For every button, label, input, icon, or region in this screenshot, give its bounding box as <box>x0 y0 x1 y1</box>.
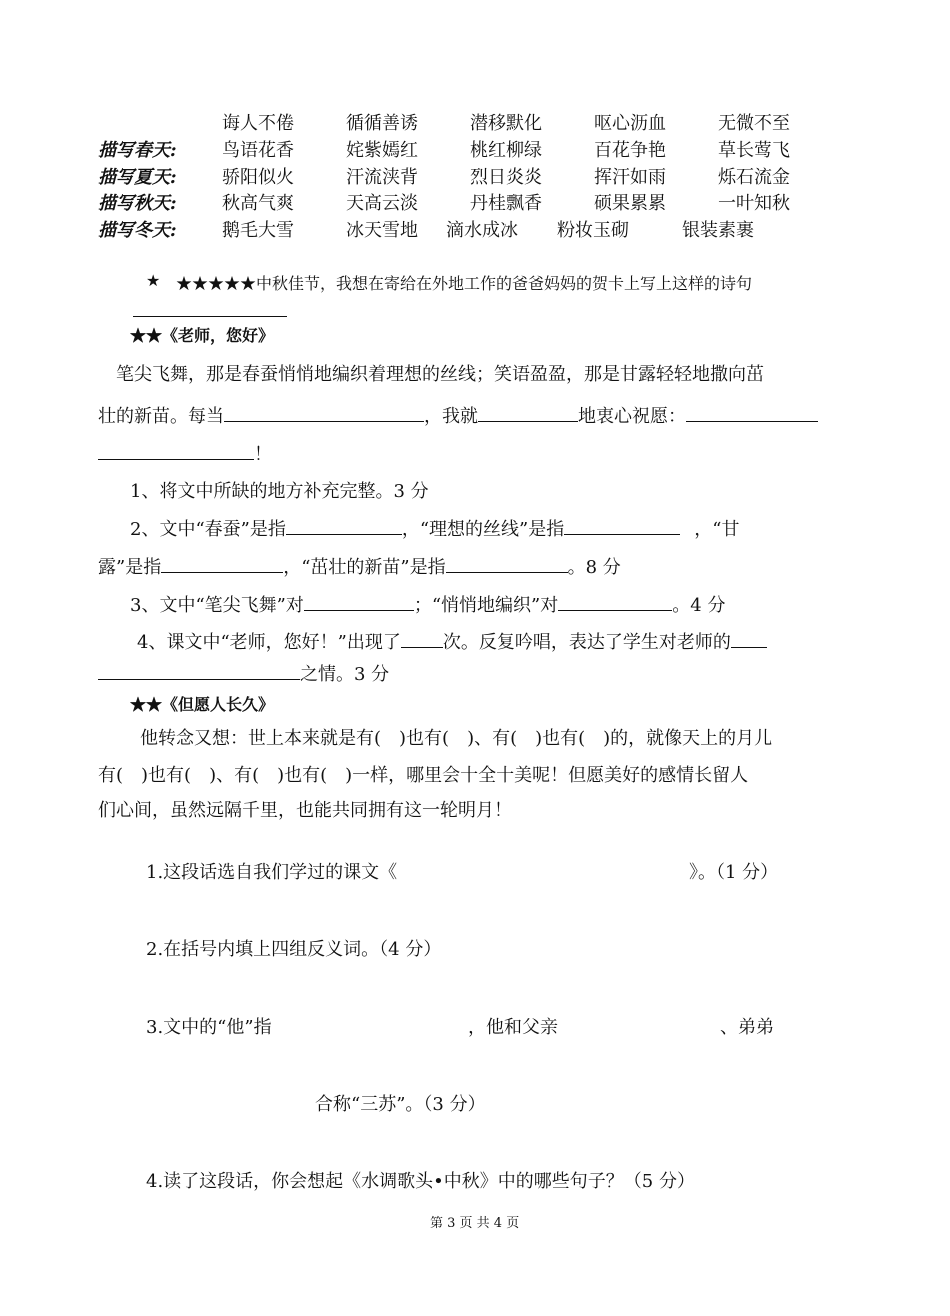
text: 露”是指 <box>98 557 162 578</box>
paragraph-line: 笔尖飞舞，那是春蚕悄悄地编织着理想的丝线；笑语盈盈，那是甘露轻轻地撒向茁 <box>116 364 764 385</box>
fill-blank[interactable] <box>731 629 767 648</box>
text: 4、课文中“老师，您好！”出现了 <box>137 632 401 653</box>
vocab-word: 冰天雪地 <box>346 220 418 241</box>
fill-blank[interactable] <box>161 554 283 573</box>
question-1: 1、将文中所缺的地方补充完整。3 分 <box>130 481 429 502</box>
text: ，“甘 <box>694 519 740 540</box>
question-4-cont <box>98 660 389 686</box>
fill-blank[interactable] <box>686 403 818 422</box>
vocab-word: 挥汗如雨 <box>594 167 666 188</box>
text: 次。反复吟唱，表达了学生对老师的 <box>442 632 731 653</box>
question-1-text: 1.这段话选自我们学过的课文《 <box>146 862 398 883</box>
text: ，我就 <box>424 406 478 427</box>
answer-line[interactable] <box>133 316 287 317</box>
vocab-word: 烈日炎炎 <box>470 167 542 188</box>
text: 地衷心祝愿： <box>578 406 686 427</box>
fill-blank[interactable] <box>564 516 680 535</box>
vocab-label-spring: 描写春天: <box>98 140 177 161</box>
question-2: 2.在括号内填上四组反义词。（4 分） <box>146 939 442 960</box>
text: 。8 分 <box>567 557 621 578</box>
vocab-word: 秋高气爽 <box>222 193 294 214</box>
question-2 <box>130 515 739 541</box>
text: 之情。3 分 <box>300 664 390 685</box>
section-title-moon: ★★《但愿人长久》 <box>130 695 275 714</box>
text: ！ <box>254 444 272 465</box>
fill-blank[interactable] <box>304 592 414 611</box>
vocab-word: 百花争艳 <box>594 140 666 161</box>
vocab-word: 鹅毛大雪 <box>222 220 294 241</box>
text: ；“悄悄地编织”对 <box>413 595 559 616</box>
question-4 <box>137 628 767 654</box>
vocab-word: 诲人不倦 <box>222 113 294 134</box>
text: ，“理想的丝线”是指 <box>401 519 565 540</box>
vocab-word: 烁石流金 <box>718 167 790 188</box>
vocab-word: 潜移默化 <box>470 113 542 134</box>
question-3-text: ，他和父亲 <box>468 1017 558 1038</box>
vocab-word: 姹紫嫣红 <box>346 140 418 161</box>
paragraph-line: 他转念又想：世上本来就是有( )也有( )、有( )也有( )的，就像天上的月儿 <box>140 728 773 749</box>
vocab-label-autumn: 描写秋天: <box>98 193 177 214</box>
vocab-word: 桃红柳绿 <box>470 140 542 161</box>
fill-blank[interactable] <box>478 403 578 422</box>
question-3-text: 、弟弟 <box>720 1017 774 1038</box>
vocab-word: 天高云淡 <box>346 193 418 214</box>
paragraph-line: 们心间，虽然远隔千里，也能共同拥有这一轮明月！ <box>98 800 512 821</box>
fill-blank[interactable] <box>98 441 254 460</box>
question-2-cont <box>98 553 621 579</box>
question-3-text: 3.文中的“他”指 <box>146 1017 272 1038</box>
vocab-word: 骄阳似火 <box>222 167 294 188</box>
question-1-points: 》。（1 分） <box>689 862 779 883</box>
vocab-word: 银装素裹 <box>682 220 754 241</box>
vocab-word: 滴水成冰 <box>446 220 518 241</box>
vocab-word: 汗流浃背 <box>346 167 418 188</box>
star-mark: ★ <box>146 271 161 290</box>
question-4: 4.读了这段话，你会想起《水调歌头•中秋》中的哪些句子？（5 分） <box>146 1171 695 1192</box>
vocab-word: 呕心沥血 <box>594 113 666 134</box>
vocab-word: 硕果累累 <box>594 193 666 214</box>
vocab-word: 丹桂飘香 <box>470 193 542 214</box>
text: 壮的新苗。每当 <box>98 406 224 427</box>
text: 3、文中“笔尖飞舞”对 <box>130 595 304 616</box>
vocab-word: 鸟语花香 <box>222 140 294 161</box>
fill-blank[interactable] <box>401 629 443 648</box>
question-3-cont: 合称“三苏”。（3 分） <box>315 1094 486 1115</box>
vocab-word: 草长莺飞 <box>718 140 790 161</box>
fill-blank[interactable] <box>446 554 568 573</box>
text: ，“茁壮的新苗”是指 <box>283 557 446 578</box>
vocab-word: 无微不至 <box>718 113 790 134</box>
text: 。4 分 <box>672 595 726 616</box>
vocab-label-summer: 描写夏天: <box>98 167 177 188</box>
paragraph-line: 有( )也有( )、有( )也有( )一样，哪里会十全十美呢！但愿美好的感情长留人 <box>98 765 749 786</box>
section-title-teacher: ★★《老师，您好》 <box>130 326 275 345</box>
fill-blank[interactable] <box>98 661 300 680</box>
fill-blank[interactable] <box>558 592 672 611</box>
vocab-label-winter: 描写冬天: <box>98 220 177 241</box>
text: 2、文中“春蚕”是指 <box>130 519 286 540</box>
paragraph-line <box>98 440 272 466</box>
vocab-word: 一叶知秋 <box>718 193 790 214</box>
mid-autumn-prompt: ★★★★★中秋佳节，我想在寄给在外地工作的爸爸妈妈的贺卡上写上这样的诗句 <box>176 274 753 293</box>
fill-blank[interactable] <box>286 516 402 535</box>
paragraph-line <box>98 402 818 428</box>
fill-blank[interactable] <box>224 403 424 422</box>
question-3 <box>130 591 725 617</box>
page-number: 第 3 页 共 4 页 <box>430 1216 520 1231</box>
vocab-word: 循循善诱 <box>346 113 418 134</box>
vocab-word: 粉妆玉砌 <box>557 220 629 241</box>
